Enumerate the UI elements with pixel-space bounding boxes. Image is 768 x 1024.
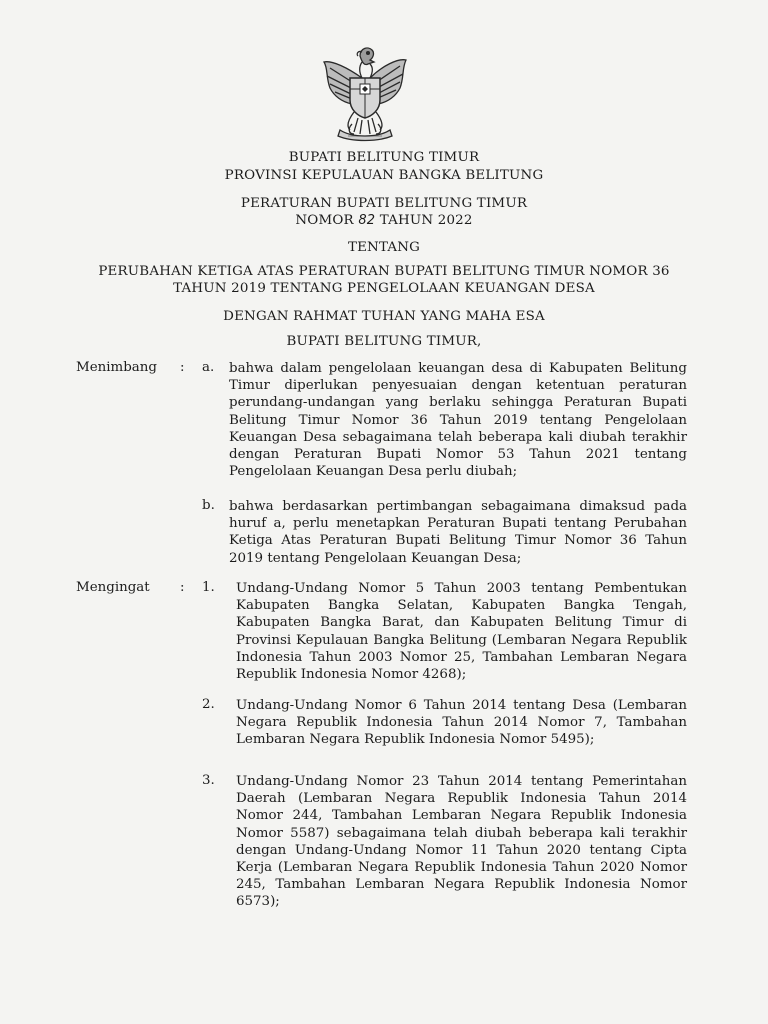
subject-line-2: TAHUN 2019 TENTANG PENGELOLAAN KEUANGAN DESA (173, 281, 595, 296)
mengingat-colon: : (180, 580, 185, 595)
mengingat-marker-2: 2. (202, 697, 215, 712)
menimbang-item-a: bahwa dalam pengelolaan keuangan desa di Kabupaten Belitung Timur diperlukan penyesuaian dengan ketentuan peraturan perundang-undangan yang berlaku sehingga Peraturan Bupati Belitung Timur Nomor 36 Tahun 2019 tentang Pengelolaan Keuangan Desa sebagaimana telah beberapa kali diubah terakhir dengan Peraturan Bupati Nomor 53 Tahun 2021 tentang Pengelolaan Keuangan Desa perlu diubah; (229, 361, 687, 480)
menimbang-marker-a: a. (202, 360, 215, 375)
mengingat-marker-1: 1. (202, 580, 215, 595)
mengingat-item-2: Undang-Undang Nomor 6 Tahun 2014 tentang Desa (Lembaran Negara Republik Indonesia Tahun 2014 Nomor 7, Tambahan Lembaran Negara Republik Indonesia Nomor 5495); (236, 698, 687, 748)
mengingat-label: Mengingat (76, 580, 150, 595)
subject-line-1: PERUBAHAN KETIGA ATAS PERATURAN BUPATI BELITUNG TIMUR NOMOR 36 (98, 264, 670, 279)
menimbang-colon: : (180, 360, 185, 375)
menimbang-marker-b: b. (202, 498, 215, 513)
garuda-emblem-icon (318, 38, 412, 142)
grace-statement: DENGAN RAHMAT TUHAN YANG MAHA ESA (223, 309, 545, 324)
regulation-title: PERATURAN BUPATI BELITUNG TIMUR (240, 196, 528, 211)
menimbang-label: Menimbang (76, 360, 157, 375)
issuer-name: BUPATI BELITUNG TIMUR, (286, 334, 482, 349)
mengingat-item-1: Undang-Undang Nomor 5 Tahun 2003 tentang Pembentukan Kabupaten Bangka Selatan, Kabupaten Bangka Tengah, Kabupaten Bangka Barat, dan Kabupaten Belitung Timur di Provinsi Kepulauan Bangka Belitung (Lembaran Negara Republik Indonesia Tahun 2003 Nomor 25, Tambahan Lembaran Negara Republik Indonesia Nomor 4268); (236, 581, 687, 683)
province-title: PROVINSI KEPULAUAN BANGKA BELITUNG (224, 168, 544, 183)
handwritten-number: 82 (358, 213, 376, 228)
tentang-heading: TENTANG (347, 240, 421, 255)
regulation-number (0, 213, 768, 228)
issuer-title: BUPATI BELITUNG TIMUR (288, 150, 480, 165)
number-prefix: NOMOR (295, 213, 354, 228)
mengingat-marker-3: 3. (202, 773, 215, 788)
menimbang-item-b: bahwa berdasarkan pertimbangan sebagaimana dimaksud pada huruf a, perlu menetapkan Peraturan Bupati tentang Perubahan Ketiga Atas Peraturan Bupati Belitung Timur Nomor 36 Tahun 2019 tentang Pengelolaan Keuangan Desa; (229, 499, 687, 566)
mengingat-item-3: Undang-Undang Nomor 23 Tahun 2014 tentang Pemerintahan Daerah (Lembaran Negara Republik Indonesia Tahun 2014 Nomor 244, Tambahan Lembaran Negara Republik Indonesia Nomor 5587) sebagaimana telah diubah beberapa kali terakhir dengan Undang-Undang Nomor 11 Tahun 2020 tentang Cipta Kerja (Lembaran Negara Republik Indonesia Tahun 2020 Nomor 245, Tambahan Lembaran Negara Republik Indonesia Nomor 6573); (236, 774, 687, 910)
number-suffix: TAHUN 2022 (379, 213, 473, 228)
